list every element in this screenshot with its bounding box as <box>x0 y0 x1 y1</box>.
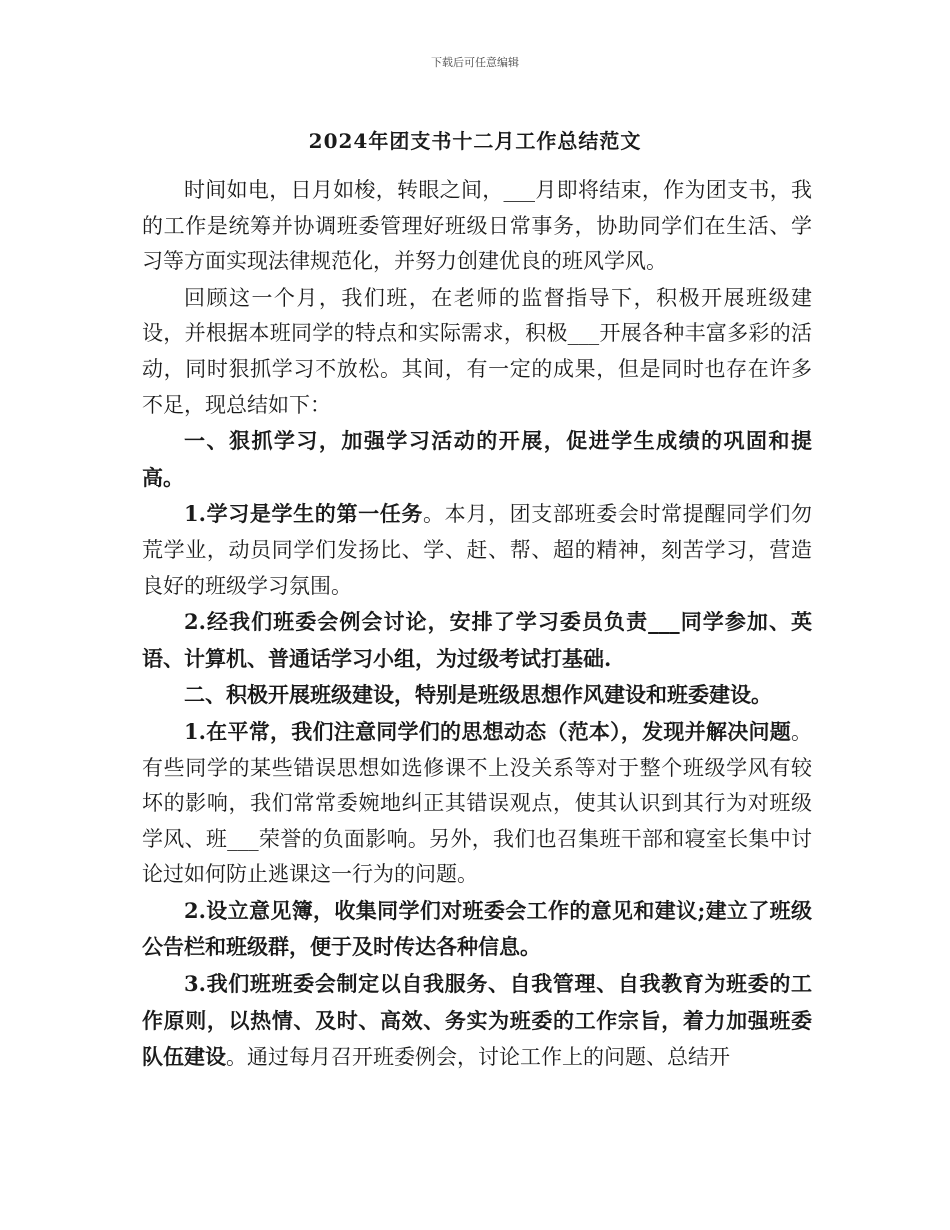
paragraph-bold-text: 一、狠抓学习，加强学习活动的开展，促进学生成绩的巩固和提高。 <box>142 428 812 490</box>
paragraph-item-1-2 <box>142 604 812 677</box>
paragraph-text: 。通过每月召开班委例会，讨论工作上的问题、总结开 <box>226 1045 730 1070</box>
document-body <box>142 172 812 1076</box>
section-heading-1 <box>142 423 812 496</box>
paragraph-item-2-3 <box>142 966 812 1076</box>
page-header-note: 下载后可任意编辑 <box>431 56 519 69</box>
paragraph-intro <box>142 172 812 280</box>
paragraph-bold-text: 2.设立意见簿，收集同学们对班委会工作的意见和建议;建立了班级公告栏和班级群，便于及时传达各种信息。 <box>142 897 812 960</box>
paragraph-bold-text: 2.经我们班委会例会讨论，安排了学习委员负责___同学参加、英语、计算机、普通话学习小组，为过级考试打基础. <box>142 609 812 671</box>
paragraph-review <box>142 280 812 423</box>
paragraph-text: 。有些同学的某些错误思想如选修课不上没关系等对于整个班级学风有较坏的影响，我们常常委婉地纠正其错误观点，使其认识到其行为对班级学风、班___荣誉的负面影响。另外，我们也召集班干部和寝室长集中讨论过如何防止逃课这一行为的问题。 <box>142 719 812 887</box>
paragraph-text: 。本月，团支部班委会时常提醒同学们勿荒学业，动员同学们发扬比、学、赶、帮、超的精神，刻苦学习，营造良好的班级学习氛围。 <box>142 502 812 598</box>
paragraph-bold-text: 二、积极开展班级建设，特别是班级思想作风建设和班委建设。 <box>184 682 772 708</box>
paragraph-item-2-2 <box>142 893 812 966</box>
paragraph-bold-text: 3.我们班班委会制定以自我服务、自我管理、自我教育为班委的工作原则，以热情、及时、高效、务实为班委的工作宗旨，着力加强班委队伍建设 <box>142 971 812 1070</box>
paragraph-bold-text: 1.在平常，我们注意同学们的思想动态（范本），发现并解决问题 <box>184 718 791 744</box>
section-heading-2 <box>142 677 812 714</box>
paragraph-text: 时间如电，日月如梭，转眼之间，___月即将结束，作为团支书，我的工作是统筹并协调班委管理好班级日常事务，协助同学们在生活、学习等方面实现法律规范化，并努力创建优良的班风学风。 <box>142 178 812 274</box>
paragraph-item-2-1 <box>142 714 812 893</box>
paragraph-bold-text: 1.学习是学生的第一任务 <box>184 501 424 527</box>
paragraph-text: 回顾这一个月，我们班，在老师的监督指导下，积极开展班级建设，并根据本班同学的特点和实际需求，积极___开展各种丰富多彩的活动，同时狠抓学习不放松。其间，有一定的成果，但是同时也存在许多不足，现总结如下： <box>142 285 812 417</box>
paragraph-item-1-1 <box>142 496 812 604</box>
document-title: 2024年团支书十二月工作总结范文 <box>308 129 642 153</box>
